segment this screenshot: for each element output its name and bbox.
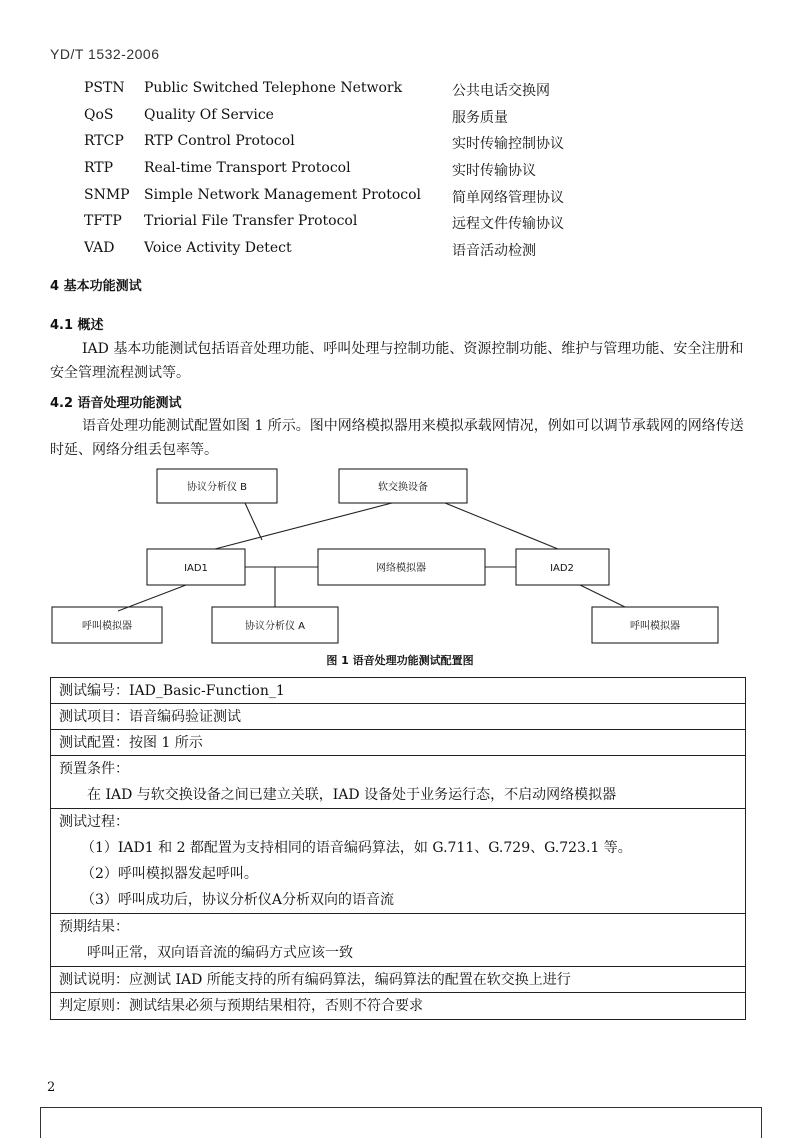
test-case-table [50, 677, 746, 1020]
precondition-label: 预置条件： [59, 761, 129, 777]
abbr-english: Triorial File Transfer Protocol [144, 213, 358, 229]
precondition-cell [51, 756, 745, 809]
abbr: SNMP [84, 187, 130, 203]
process-step: （2）呼叫模拟器发起呼叫。 [81, 866, 258, 882]
abbr: QoS [84, 107, 114, 123]
figure-caption: 图 1 语音处理功能测试配置图 [326, 654, 474, 667]
section-heading: 4.2 语音处理功能测试 [50, 396, 182, 411]
abbr: RTP [84, 160, 114, 176]
abbr-english: Real-time Transport Protocol [144, 160, 351, 176]
abbr-chinese: 实时传输控制协议 [452, 136, 564, 152]
abbr-chinese: 简单网络管理协议 [452, 190, 564, 206]
precondition-text: 在 IAD 与软交换设备之间已建立关联，IAD 设备处于业务运行态，不启动网络模拟器 [87, 787, 617, 803]
test-note: 测试说明：应测试 IAD 所能支持的所有编码算法，编码算法的配置在软交换上进行 [51, 967, 745, 993]
connector-line [445, 503, 558, 549]
abbr-english: RTP Control Protocol [144, 133, 295, 149]
standard-code: YD/T 1532-2006 [50, 46, 160, 62]
abbr-chinese: 语音活动检测 [452, 243, 536, 259]
expected-cell [51, 914, 745, 967]
softswitch-label: 软交换设备 [378, 482, 428, 493]
expected-text: 呼叫正常，双向语音流的编码方式应该一致 [87, 945, 353, 961]
process-step: （1）IAD1 和 2 都配置为支持相同的语音编码算法，如 G.711、G.729、G.723.1 等。 [81, 840, 632, 856]
call-sim-right-label: 呼叫模拟器 [630, 621, 680, 632]
abbr-chinese: 远程文件传输协议 [452, 216, 564, 232]
call-sim-left-label: 呼叫模拟器 [82, 621, 132, 632]
page-number: 2 [47, 1080, 56, 1095]
paragraph: IAD 基本功能测试包括语音处理功能、呼叫处理与控制功能、资源控制功能、维护与管理功能、安全注册和安全管理流程测试等。 [50, 341, 744, 381]
abbr-chinese: 服务质量 [452, 110, 508, 126]
connector-line [245, 503, 262, 540]
connector-line [580, 585, 625, 607]
test-item: 测试项目：语音编码验证测试 [51, 704, 745, 730]
process-cell [51, 809, 745, 914]
abbr-chinese: 公共电话交换网 [452, 83, 550, 99]
abbr: VAD [84, 240, 115, 256]
abbr-chinese: 实时传输协议 [452, 163, 536, 179]
abbr: RTCP [84, 133, 124, 149]
abbr-english: Quality Of Service [144, 107, 274, 123]
abbr-english: Voice Activity Detect [144, 240, 292, 256]
iad2-label: IAD2 [550, 563, 574, 574]
net-sim-label: 网络模拟器 [376, 563, 426, 574]
connector-line [215, 503, 392, 549]
abbr: TFTP [84, 213, 122, 229]
process-step: （3）呼叫成功后，协议分析仪A分析双向的语音流 [81, 892, 395, 908]
test-config: 测试配置：按图 1 所示 [51, 730, 745, 756]
abbr-english: Public Switched Telephone Network [144, 80, 403, 96]
iad1-label: IAD1 [184, 563, 208, 574]
abbr: PSTN [84, 80, 125, 96]
analyzer-a-label: 协议分析仪 A [244, 621, 306, 632]
section-heading: 4.1 概述 [50, 318, 104, 333]
test-number: 测试编号：IAD_Basic-Function_1 [51, 678, 745, 704]
judgement-criterion: 判定原则：测试结果必须与预期结果相符，否则不符合要求 [59, 998, 423, 1014]
abbr-english: Simple Network Management Protocol [144, 187, 422, 203]
process-label: 测试过程： [59, 814, 129, 830]
expected-label: 预期结果： [59, 919, 129, 935]
section-heading: 4 基本功能测试 [50, 279, 142, 294]
paragraph: 语音处理功能测试配置如图 1 所示。图中网络模拟器用来模拟承载网情况，例如可以调节承载网的网络传送时延、网络分组丢包率等。 [50, 418, 744, 458]
next-block-border [40, 1107, 762, 1138]
analyzer-b-label: 协议分析仪 B [186, 482, 248, 493]
